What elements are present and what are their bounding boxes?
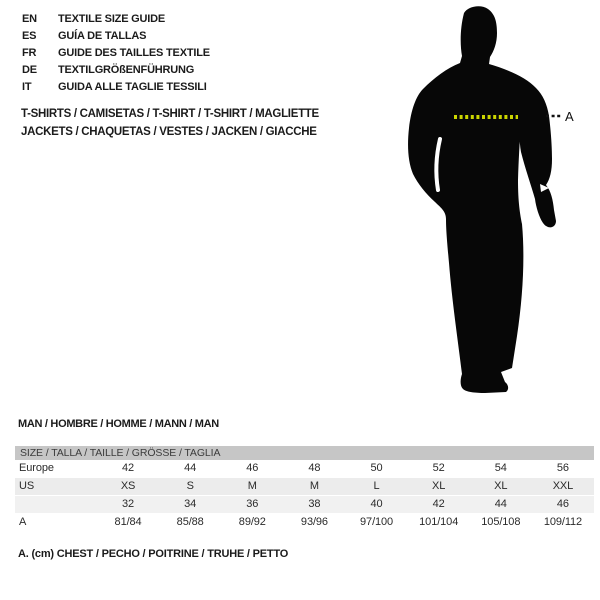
table-cell: 101/104 [419, 516, 459, 528]
language-row [22, 45, 210, 62]
table-cell: 42 [432, 498, 445, 510]
table-cell: 46 [556, 498, 569, 510]
table-cell: 46 [246, 462, 259, 474]
table-cell: 109/112 [543, 516, 583, 528]
table-cell: 85/88 [176, 516, 204, 528]
table-cell: 105/108 [481, 516, 521, 528]
row-label [15, 496, 97, 513]
table-row [15, 460, 594, 478]
language-code: FR [22, 47, 37, 59]
language-title: GUIDE DES TAILLES TEXTILE [58, 47, 210, 59]
row-label: A [19, 516, 27, 528]
language-row [22, 79, 210, 96]
language-title: TEXTILGRÖßENFÜHRUNG [58, 64, 195, 76]
language-code: EN [22, 13, 37, 25]
table-cell: 89/92 [238, 516, 266, 528]
category-tshirts: T-SHIRTS / CAMISETAS / T-SHIRT / T-SHIRT / MAGLIETTE [21, 108, 319, 120]
table-row [15, 514, 594, 532]
table-cell: S [186, 480, 194, 492]
table-cell: 56 [556, 462, 569, 474]
measure-label-a: A [565, 109, 574, 124]
language-title: GUIDA ALLE TAGLIE TESSILI [58, 81, 207, 93]
gender-heading: MAN / HOMBRE / HOMME / MANN / MAN [18, 418, 219, 430]
table-cell: 93/96 [300, 516, 328, 528]
table-cell: 54 [494, 462, 507, 474]
language-list [22, 11, 210, 96]
category-lines [21, 106, 319, 141]
table-cell: 44 [184, 462, 197, 474]
table-cell: XL [494, 480, 508, 492]
man-silhouette-path [408, 6, 556, 393]
table-row [15, 496, 594, 514]
table-cell: 40 [370, 498, 383, 510]
table-cell: 42 [122, 462, 135, 474]
language-code: IT [22, 81, 32, 93]
table-cell: 97/100 [360, 516, 394, 528]
table-cell: 50 [370, 462, 383, 474]
table-row [15, 478, 594, 496]
table-cell: 52 [432, 462, 445, 474]
measurement-footnote: A. (cm) CHEST / PECHO / POITRINE / TRUHE / PETTO [18, 548, 289, 560]
language-row [22, 62, 210, 79]
language-code: DE [22, 64, 37, 76]
table-cell: 48 [308, 462, 321, 474]
category-jackets: JACKETS / CHAQUETAS / VESTES / JACKEN / GIACCHE [21, 125, 317, 138]
table-cell: M [309, 480, 319, 492]
row-label: US [19, 480, 35, 492]
table-cell: 44 [494, 498, 507, 510]
language-code: ES [22, 30, 37, 42]
table-cell: L [373, 480, 380, 492]
language-row [22, 11, 210, 28]
table-cell: 38 [308, 498, 321, 510]
size-table-header: SIZE / TALLA / TAILLE / GRÖSSE / TAGLIA [15, 446, 594, 460]
table-cell: XL [432, 480, 446, 492]
table-cell: 36 [246, 498, 259, 510]
table-cell: XXL [552, 480, 574, 492]
table-cell: 32 [122, 498, 135, 510]
table-cell: XS [120, 480, 136, 492]
man-silhouette [390, 0, 600, 400]
language-row [22, 28, 210, 45]
table-cell: M [247, 480, 257, 492]
language-title: TEXTILE SIZE GUIDE [58, 13, 166, 25]
row-label: Europe [19, 462, 54, 474]
table-cell: 81/84 [114, 516, 142, 528]
size-table-body [15, 460, 594, 532]
table-cell: 34 [184, 498, 197, 510]
language-title: GUÍA DE TALLAS [58, 30, 147, 42]
size-table [15, 446, 594, 532]
